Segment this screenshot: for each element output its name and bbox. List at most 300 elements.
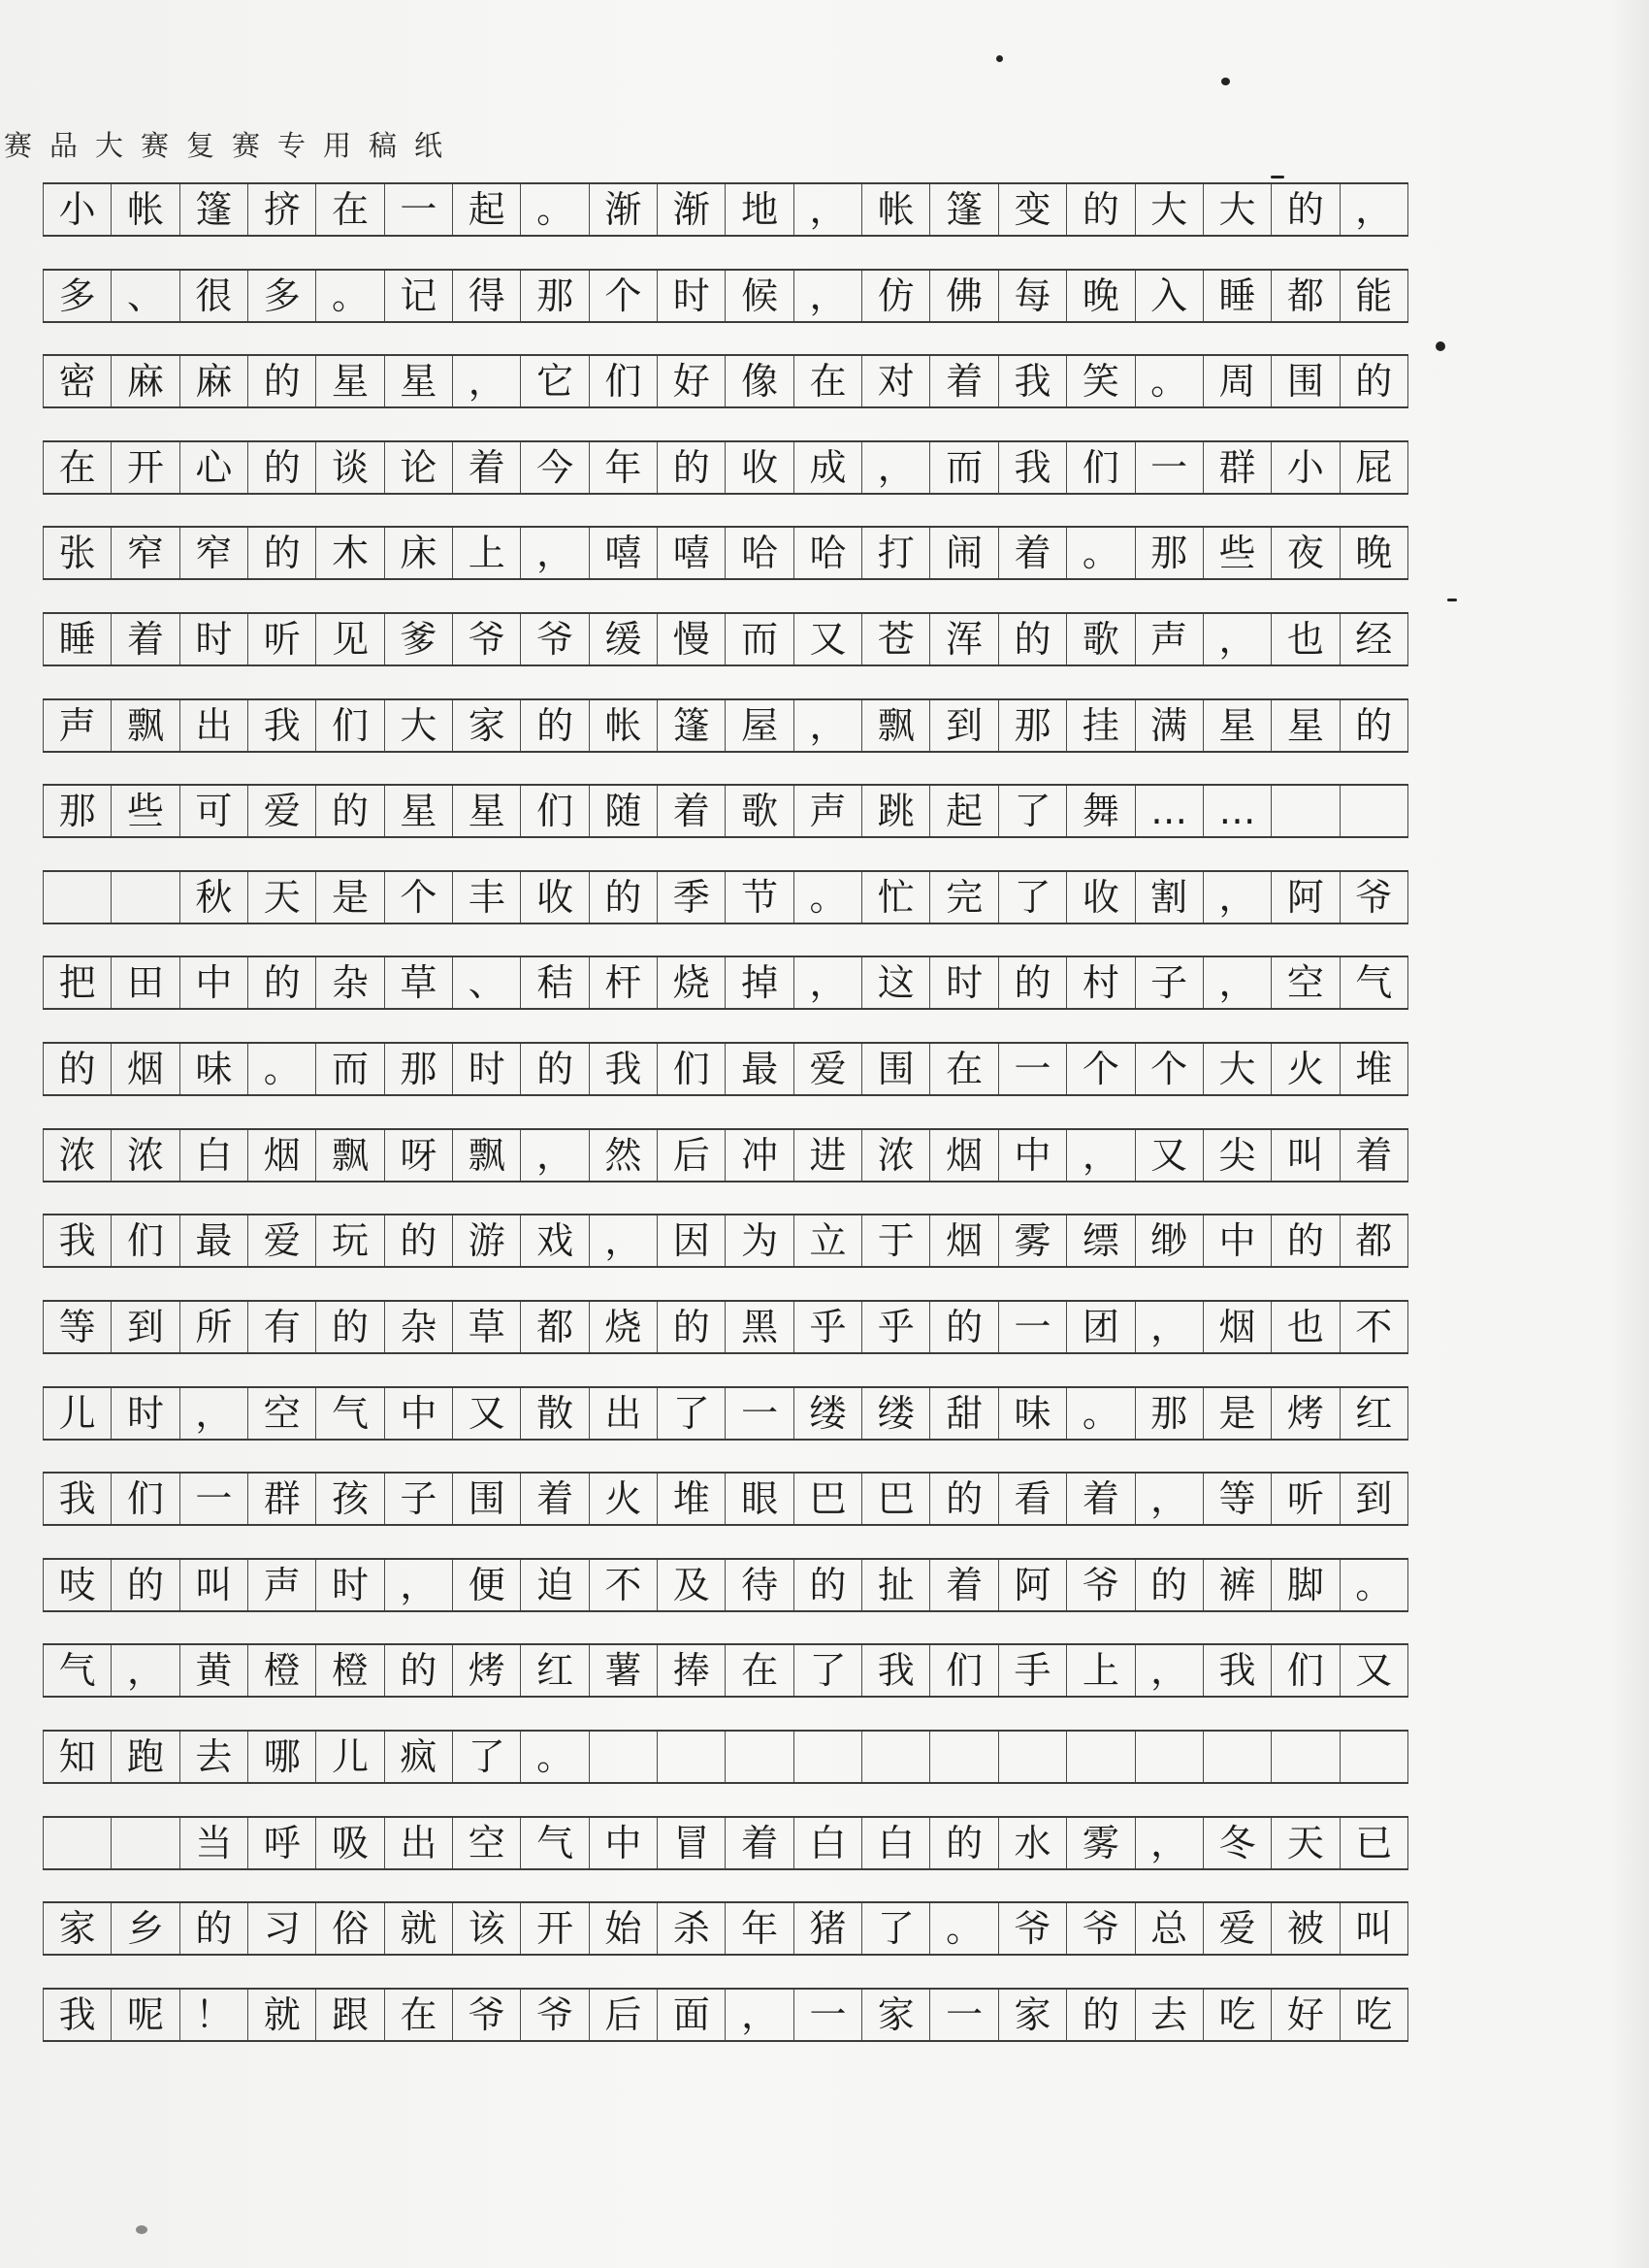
grid-cell: ， — [1203, 614, 1271, 664]
grid-cell: 屁 — [1340, 442, 1408, 493]
grid-cell: 的 — [247, 356, 315, 406]
grid-cell: 橙 — [315, 1645, 383, 1696]
grid-cell: 尖 — [1203, 1130, 1271, 1181]
grid-cell: ， — [452, 356, 520, 406]
grid-cell: 习 — [247, 1903, 315, 1954]
grid-cell: 当 — [179, 1818, 247, 1868]
grid-cell: 们 — [111, 1474, 178, 1524]
grid-cell: 天 — [247, 872, 315, 923]
grid-cell: 爹 — [384, 614, 452, 664]
grid-cell: 最 — [179, 1215, 247, 1266]
grid-cell: 候 — [725, 271, 792, 321]
grid-cell: 中 — [384, 1388, 452, 1439]
grid-cell: 着 — [1340, 1130, 1408, 1181]
grid-cell: 了 — [998, 872, 1066, 923]
grid-row — [43, 526, 1408, 580]
grid-cell: 雾 — [998, 1215, 1066, 1266]
grid-cell: 多 — [43, 271, 111, 321]
grid-cell: 味 — [998, 1388, 1066, 1439]
grid-cell: 个 — [384, 872, 452, 923]
grid-cell: 哈 — [793, 528, 861, 578]
grid-cell: 空 — [1271, 957, 1339, 1008]
grid-cell: 红 — [1340, 1388, 1408, 1439]
grid-cell: 夜 — [1271, 528, 1339, 578]
grid-cell: 听 — [1271, 1474, 1339, 1524]
grid-cell: 叫 — [1340, 1903, 1408, 1954]
grid-cell: 舞 — [1066, 786, 1134, 836]
grid-cell: ， — [1135, 1302, 1203, 1352]
grid-cell: 笑 — [1066, 356, 1134, 406]
grid-cell: 黄 — [179, 1645, 247, 1696]
grid-cell: 烟 — [247, 1130, 315, 1181]
grid-cell: 大 — [1135, 184, 1203, 235]
grid-cell: 收 — [725, 442, 792, 493]
grid-row — [43, 1816, 1408, 1870]
grid-cell: 收 — [520, 872, 588, 923]
grid-cell: 一 — [384, 184, 452, 235]
grid-cell: 空 — [452, 1818, 520, 1868]
grid-cell — [929, 1732, 997, 1782]
grid-cell: 跑 — [111, 1732, 178, 1782]
grid-cell: 嘻 — [589, 528, 657, 578]
grid-cell: 味 — [179, 1044, 247, 1094]
grid-cell: ， — [793, 957, 861, 1008]
grid-row — [43, 1128, 1408, 1183]
grid-cell: 吸 — [315, 1818, 383, 1868]
paper-header-title: 赛品大赛复赛专用稿纸 — [4, 129, 461, 162]
grid-cell: 爷 — [452, 614, 520, 664]
grid-cell: 一 — [1135, 442, 1203, 493]
grid-cell: ， — [111, 1645, 178, 1696]
grid-cell: 一 — [725, 1388, 792, 1439]
grid-cell: 吃 — [1340, 1990, 1408, 2040]
grid-cell: 儿 — [315, 1732, 383, 1782]
grid-cell: 又 — [452, 1388, 520, 1439]
grid-cell: 那 — [1135, 528, 1203, 578]
grid-cell: 始 — [589, 1903, 657, 1954]
grid-cell: 围 — [861, 1044, 929, 1094]
grid-cell: 面 — [657, 1990, 725, 2040]
grid-cell: 该 — [452, 1903, 520, 1954]
grid-cell: 歌 — [1066, 614, 1134, 664]
grid-cell: 窄 — [111, 528, 178, 578]
grid-cell: 田 — [111, 957, 178, 1008]
grid-cell: 又 — [1135, 1130, 1203, 1181]
grid-cell: 时 — [452, 1044, 520, 1094]
grid-cell — [657, 1732, 725, 1782]
grid-cell: 的 — [1066, 1990, 1134, 2040]
grid-cell: 的 — [1271, 184, 1339, 235]
grid-cell: 时 — [179, 614, 247, 664]
grid-cell: 在 — [384, 1990, 452, 2040]
grid-cell: 上 — [452, 528, 520, 578]
grid-cell: 经 — [1340, 614, 1408, 664]
grid-row — [43, 182, 1408, 237]
grid-cell: 们 — [1066, 442, 1134, 493]
grid-cell: 不 — [1340, 1302, 1408, 1352]
grid-cell: 着 — [725, 1818, 792, 1868]
grid-cell — [43, 872, 111, 923]
grid-cell: 睡 — [43, 614, 111, 664]
grid-cell: 出 — [589, 1388, 657, 1439]
grid-cell: ， — [589, 1215, 657, 1266]
grid-cell: 杀 — [657, 1903, 725, 1954]
grid-cell: 的 — [384, 1645, 452, 1696]
grid-cell: 杂 — [384, 1302, 452, 1352]
grid-cell: 烧 — [657, 957, 725, 1008]
grid-cell: 叫 — [1271, 1130, 1339, 1181]
grid-cell: 听 — [247, 614, 315, 664]
grid-cell: 最 — [725, 1044, 792, 1094]
grid-cell: ， — [725, 1990, 792, 2040]
grid-cell: 我 — [1203, 1645, 1271, 1696]
grid-cell: 围 — [452, 1474, 520, 1524]
grid-cell: 草 — [452, 1302, 520, 1352]
grid-cell: 们 — [1271, 1645, 1339, 1696]
grid-cell: 因 — [657, 1215, 725, 1266]
grid-cell: 木 — [315, 528, 383, 578]
grid-cell: 于 — [861, 1215, 929, 1266]
grid-cell: 的 — [247, 528, 315, 578]
grid-cell: 飘 — [315, 1130, 383, 1181]
grid-cell: 睡 — [1203, 271, 1271, 321]
grid-cell: 篷 — [657, 700, 725, 751]
scan-speck — [136, 2225, 147, 2234]
grid-cell: 一 — [929, 1990, 997, 2040]
grid-cell: 那 — [520, 271, 588, 321]
grid-cell: 把 — [43, 957, 111, 1008]
grid-cell: 起 — [929, 786, 997, 836]
grid-cell: 子 — [384, 1474, 452, 1524]
grid-cell: 气 — [315, 1388, 383, 1439]
grid-cell: 白 — [179, 1130, 247, 1181]
grid-cell: 成 — [793, 442, 861, 493]
grid-cell: 去 — [179, 1732, 247, 1782]
grid-cell: 着 — [929, 356, 997, 406]
grid-cell: 、 — [111, 271, 178, 321]
grid-row — [43, 784, 1408, 838]
grid-cell: 吱 — [43, 1560, 111, 1610]
grid-cell: 声 — [43, 700, 111, 751]
grid-cell: 浑 — [929, 614, 997, 664]
grid-cell: 篷 — [929, 184, 997, 235]
grid-cell: 的 — [657, 442, 725, 493]
grid-cell: 乎 — [861, 1302, 929, 1352]
grid-cell: 就 — [384, 1903, 452, 1954]
grid-cell: 红 — [520, 1645, 588, 1696]
grid-cell — [1135, 1732, 1203, 1782]
grid-cell: 烟 — [1203, 1302, 1271, 1352]
grid-cell: 闹 — [929, 528, 997, 578]
grid-cell: 到 — [111, 1302, 178, 1352]
grid-cell — [589, 1732, 657, 1782]
grid-cell: 的 — [1340, 700, 1408, 751]
grid-cell: 哪 — [247, 1732, 315, 1782]
grid-cell: 大 — [1203, 1044, 1271, 1094]
grid-cell — [1340, 786, 1408, 836]
grid-cell: ， — [1135, 1474, 1203, 1524]
grid-cell: 爱 — [247, 1215, 315, 1266]
grid-cell: 看 — [998, 1474, 1066, 1524]
grid-cell — [1271, 1732, 1339, 1782]
grid-cell: 去 — [1135, 1990, 1203, 2040]
grid-cell: 收 — [1066, 872, 1134, 923]
grid-cell: 。 — [1135, 356, 1203, 406]
grid-cell: 帐 — [111, 184, 178, 235]
grid-cell: 谈 — [315, 442, 383, 493]
grid-cell: 能 — [1340, 271, 1408, 321]
grid-cell: 的 — [315, 786, 383, 836]
grid-cell: 家 — [861, 1990, 929, 2040]
grid-cell: 嘻 — [657, 528, 725, 578]
grid-cell: 等 — [43, 1302, 111, 1352]
grid-row — [43, 1386, 1408, 1441]
grid-cell: 的 — [247, 442, 315, 493]
grid-cell: 爷 — [520, 614, 588, 664]
grid-cell: 年 — [725, 1903, 792, 1954]
grid-cell: 星 — [315, 356, 383, 406]
grid-cell: ， — [793, 271, 861, 321]
grid-cell: 爷 — [1066, 1560, 1134, 1610]
grid-cell: 玩 — [315, 1215, 383, 1266]
grid-cell: 就 — [247, 1990, 315, 2040]
grid-cell: 浓 — [861, 1130, 929, 1181]
grid-cell: 秋 — [179, 872, 247, 923]
grid-cell: ， — [1066, 1130, 1134, 1181]
paper-edge-shadow — [1610, 0, 1649, 2268]
grid-cell: 烟 — [111, 1044, 178, 1094]
grid-row — [43, 1988, 1408, 2042]
grid-cell: 黑 — [725, 1302, 792, 1352]
grid-cell: 秸 — [520, 957, 588, 1008]
grid-cell: 在 — [793, 356, 861, 406]
grid-cell — [1203, 1732, 1271, 1782]
grid-cell: 的 — [315, 1302, 383, 1352]
grid-cell: 我 — [247, 700, 315, 751]
grid-cell: 了 — [452, 1732, 520, 1782]
grid-cell: 的 — [1271, 1215, 1339, 1266]
grid-cell: 那 — [998, 700, 1066, 751]
grid-cell: 疯 — [384, 1732, 452, 1782]
grid-cell: 窄 — [179, 528, 247, 578]
grid-cell: 巴 — [861, 1474, 929, 1524]
grid-cell: ， — [1135, 1645, 1203, 1696]
grid-cell: 。 — [1340, 1560, 1408, 1610]
grid-cell: 气 — [1340, 957, 1408, 1008]
scan-speck — [996, 55, 1003, 62]
grid-cell: 时 — [315, 1560, 383, 1610]
grid-cell: 见 — [315, 614, 383, 664]
grid-cell: 床 — [384, 528, 452, 578]
grid-cell: 我 — [861, 1645, 929, 1696]
grid-cell: 的 — [929, 1302, 997, 1352]
grid-cell: 群 — [247, 1474, 315, 1524]
grid-cell: 爱 — [247, 786, 315, 836]
grid-cell: 渐 — [657, 184, 725, 235]
grid-cell: 便 — [452, 1560, 520, 1610]
grid-cell: 裤 — [1203, 1560, 1271, 1610]
grid-cell: 。 — [520, 1732, 588, 1782]
grid-cell: 不 — [589, 1560, 657, 1610]
grid-cell: 大 — [1203, 184, 1271, 235]
grid-cell: 着 — [929, 1560, 997, 1610]
grid-cell: 也 — [1271, 1302, 1339, 1352]
grid-cell: 戏 — [520, 1215, 588, 1266]
grid-row — [43, 1472, 1408, 1526]
grid-cell — [111, 872, 178, 923]
grid-cell: 的 — [1066, 184, 1134, 235]
grid-cell: 的 — [793, 1560, 861, 1610]
grid-cell: 。 — [520, 184, 588, 235]
writing-grid — [43, 182, 1408, 2042]
grid-row — [43, 1300, 1408, 1354]
grid-cell: 帐 — [861, 184, 929, 235]
grid-cell — [1066, 1732, 1134, 1782]
grid-cell: 都 — [520, 1302, 588, 1352]
grid-cell: 一 — [998, 1044, 1066, 1094]
grid-cell: 家 — [998, 1990, 1066, 2040]
grid-cell: 篷 — [179, 184, 247, 235]
grid-cell: 着 — [657, 786, 725, 836]
grid-cell: 围 — [1271, 356, 1339, 406]
grid-cell: 。 — [1066, 1388, 1134, 1439]
grid-cell: 所 — [179, 1302, 247, 1352]
grid-cell: 散 — [520, 1388, 588, 1439]
grid-cell: 满 — [1135, 700, 1203, 751]
grid-cell: 家 — [43, 1903, 111, 1954]
grid-cell: 橙 — [247, 1645, 315, 1696]
grid-cell: 仿 — [861, 271, 929, 321]
grid-cell: 呀 — [384, 1130, 452, 1181]
grid-cell: 总 — [1135, 1903, 1203, 1954]
grid-cell: 一 — [179, 1474, 247, 1524]
grid-cell: 火 — [1271, 1044, 1339, 1094]
grid-cell: 像 — [725, 356, 792, 406]
grid-cell: 薯 — [589, 1645, 657, 1696]
grid-cell: 麻 — [111, 356, 178, 406]
grid-cell: 慢 — [657, 614, 725, 664]
grid-cell: 爷 — [1066, 1903, 1134, 1954]
grid-cell: 又 — [1340, 1645, 1408, 1696]
grid-cell: 都 — [1271, 271, 1339, 321]
grid-row — [43, 1643, 1408, 1698]
grid-cell: 着 — [452, 442, 520, 493]
grid-cell: … — [1135, 786, 1203, 836]
grid-cell: 而 — [725, 614, 792, 664]
grid-cell: 后 — [589, 1990, 657, 2040]
grid-cell: 星 — [384, 786, 452, 836]
grid-cell: 的 — [247, 957, 315, 1008]
grid-cell: … — [1203, 786, 1271, 836]
grid-cell: 被 — [1271, 1903, 1339, 1954]
grid-cell: 中 — [1203, 1215, 1271, 1266]
grid-cell: 。 — [793, 872, 861, 923]
grid-cell: 烤 — [452, 1645, 520, 1696]
scan-speck — [1447, 599, 1457, 601]
grid-cell: 子 — [1135, 957, 1203, 1008]
grid-cell: 开 — [520, 1903, 588, 1954]
grid-cell: 在 — [315, 184, 383, 235]
grid-cell: ， — [793, 184, 861, 235]
grid-cell: 好 — [657, 356, 725, 406]
grid-cell: 的 — [1135, 1560, 1203, 1610]
grid-cell: 时 — [111, 1388, 178, 1439]
grid-cell: 的 — [384, 1215, 452, 1266]
grid-cell: 甜 — [929, 1388, 997, 1439]
grid-cell: 时 — [929, 957, 997, 1008]
grid-cell: 。 — [315, 271, 383, 321]
grid-cell: 俗 — [315, 1903, 383, 1954]
grid-cell: 我 — [998, 356, 1066, 406]
grid-cell: 有 — [247, 1302, 315, 1352]
grid-cell: 阿 — [998, 1560, 1066, 1610]
grid-cell: 声 — [1135, 614, 1203, 664]
grid-cell — [793, 1732, 861, 1782]
grid-cell: 论 — [384, 442, 452, 493]
grid-cell: 都 — [1340, 1215, 1408, 1266]
grid-cell: 爷 — [452, 1990, 520, 2040]
grid-cell: 每 — [998, 271, 1066, 321]
grid-cell: 为 — [725, 1215, 792, 1266]
grid-cell: 又 — [793, 614, 861, 664]
grid-cell: 水 — [998, 1818, 1066, 1868]
grid-cell: 浓 — [111, 1130, 178, 1181]
grid-cell: 知 — [43, 1732, 111, 1782]
grid-cell: 割 — [1135, 872, 1203, 923]
grid-cell: 出 — [179, 700, 247, 751]
grid-cell: 已 — [1340, 1818, 1408, 1868]
grid-cell: 多 — [247, 271, 315, 321]
grid-cell: 的 — [998, 614, 1066, 664]
grid-cell: 呢 — [111, 1990, 178, 2040]
grid-cell: 、 — [452, 957, 520, 1008]
grid-cell: 乡 — [111, 1903, 178, 1954]
grid-cell: 团 — [1066, 1302, 1134, 1352]
grid-cell: 那 — [384, 1044, 452, 1094]
grid-cell: 的 — [179, 1903, 247, 1954]
scan-speck — [1436, 341, 1445, 351]
grid-cell: 我 — [43, 1474, 111, 1524]
grid-cell: 一 — [793, 1990, 861, 2040]
grid-cell: 晚 — [1066, 271, 1134, 321]
grid-cell: 而 — [929, 442, 997, 493]
grid-cell: 堆 — [1340, 1044, 1408, 1094]
grid-cell: ， — [1340, 184, 1408, 235]
grid-cell: 挂 — [1066, 700, 1134, 751]
grid-cell: 好 — [1271, 1990, 1339, 2040]
grid-cell: 忙 — [861, 872, 929, 923]
grid-cell: 的 — [520, 1044, 588, 1094]
grid-cell: 小 — [1271, 442, 1339, 493]
grid-cell: 声 — [247, 1560, 315, 1610]
grid-cell: 它 — [520, 356, 588, 406]
scan-speck — [1221, 78, 1230, 85]
grid-cell: 烧 — [589, 1302, 657, 1352]
grid-cell: ， — [520, 1130, 588, 1181]
grid-row — [43, 1214, 1408, 1268]
grid-cell: 渐 — [589, 184, 657, 235]
grid-cell: 心 — [179, 442, 247, 493]
grid-cell: 及 — [657, 1560, 725, 1610]
grid-cell: 阿 — [1271, 872, 1339, 923]
grid-cell: 记 — [384, 271, 452, 321]
grid-cell: 缕 — [793, 1388, 861, 1439]
grid-cell: 们 — [111, 1215, 178, 1266]
grid-cell: 气 — [43, 1645, 111, 1696]
grid-cell: 儿 — [43, 1388, 111, 1439]
grid-cell: ， — [384, 1560, 452, 1610]
grid-cell: 。 — [1066, 528, 1134, 578]
